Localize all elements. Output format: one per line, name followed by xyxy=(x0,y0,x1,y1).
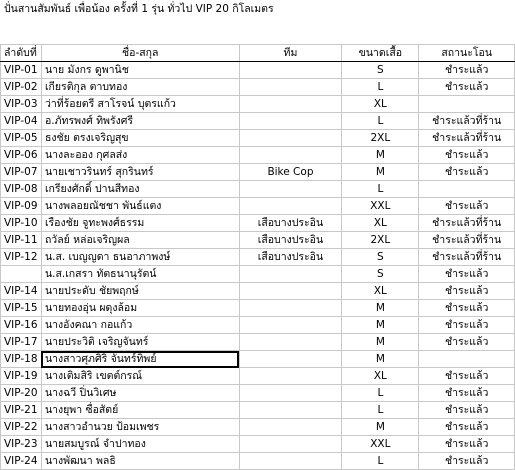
header-code[interactable]: ลำดับที่ xyxy=(1,45,42,62)
cell-team[interactable] xyxy=(239,147,342,164)
cell-size[interactable]: L xyxy=(342,385,419,402)
cell-size[interactable]: S xyxy=(342,62,419,79)
cell-status[interactable]: ชำระแล้วที่ร้าน xyxy=(419,232,515,249)
cell-status[interactable]: ชำระแล้วที่ร้าน xyxy=(419,113,515,130)
cell-status[interactable]: ชำระแล้ว xyxy=(419,164,515,181)
table-row xyxy=(1,62,515,79)
table-row xyxy=(1,402,515,419)
cell-team[interactable] xyxy=(239,79,342,96)
cell-status[interactable]: ชำระแล้ว xyxy=(419,419,515,436)
cell-status[interactable] xyxy=(419,181,515,198)
cell-name[interactable]: น.ส. เบญญดา ธนอาภาพงษ์ xyxy=(41,249,239,266)
cell-code[interactable]: VIP-22 xyxy=(1,419,42,436)
table-row xyxy=(1,232,515,249)
cell-team[interactable] xyxy=(239,62,342,79)
cell-size[interactable]: XXL xyxy=(342,198,419,215)
cell-team[interactable] xyxy=(239,402,342,419)
cell-code[interactable]: VIP-09 xyxy=(1,198,42,215)
cell-code[interactable]: VIP-18 xyxy=(1,351,42,368)
header-status[interactable]: สถานะโอน xyxy=(419,45,515,62)
cell-code[interactable]: VIP-14 xyxy=(1,283,42,300)
cell-status[interactable]: ชำระแล้ว xyxy=(419,436,515,453)
cell-team[interactable] xyxy=(239,130,342,147)
cell-status[interactable] xyxy=(419,351,515,368)
cell-status[interactable]: ชำระแล้ว xyxy=(419,453,515,470)
cell-code[interactable]: VIP-08 xyxy=(1,181,42,198)
cell-name[interactable]: นายสมบูรณ์ จำปาทอง xyxy=(41,436,239,453)
cell-status[interactable]: ชำระแล้ว xyxy=(419,300,515,317)
cell-name[interactable]: นายเชาวรินทร์ สุกรินทร์ xyxy=(41,164,239,181)
cell-size[interactable]: XXL xyxy=(342,436,419,453)
cell-status[interactable]: ชำระแล้ว xyxy=(419,385,515,402)
cell-size[interactable]: M xyxy=(342,334,419,351)
table-row xyxy=(1,317,515,334)
cell-name[interactable]: ถวัลย์ หล่อเจริญผล xyxy=(41,232,239,249)
cell-code[interactable]: VIP-02 xyxy=(1,79,42,96)
cell-code[interactable]: VIP-12 xyxy=(1,249,42,266)
table-row xyxy=(1,79,515,96)
cell-size[interactable]: 2XL xyxy=(342,130,419,147)
cell-team[interactable] xyxy=(239,300,342,317)
sheet-title[interactable]: ปั่นสานสัมพันธ์ เพื่อน้อง ครั้งที่ 1 รุ่น ทั่วไป VIP 20 กิโลเมตร xyxy=(4,3,274,15)
cell-name[interactable]: ธงชัย ตรงเจริญสุข xyxy=(41,130,239,147)
cell-status[interactable]: ชำระแล้ว xyxy=(419,317,515,334)
cell-size[interactable]: S xyxy=(342,249,419,266)
table-row xyxy=(1,436,515,453)
cell-name[interactable]: นางอังคณา กอแก้ว xyxy=(41,317,239,334)
cell-name[interactable]: อ.ภัทรพงศ์ ทิพรังศรี xyxy=(41,113,239,130)
table-row xyxy=(1,130,515,147)
cell-status[interactable]: ชำระแล้ว xyxy=(419,402,515,419)
cell-code[interactable]: VIP-03 xyxy=(1,96,42,113)
table-row xyxy=(1,300,515,317)
cell-name[interactable]: นางสาวอำนวย ป้อมเพชร xyxy=(41,419,239,436)
table-row xyxy=(1,368,515,385)
cell-size[interactable]: M xyxy=(342,300,419,317)
cell-size[interactable]: M xyxy=(342,419,419,436)
cell-code[interactable]: VIP-15 xyxy=(1,300,42,317)
cell-name[interactable]: นางเติมสิริ เขตต์กรณ์ xyxy=(41,368,239,385)
cell-team[interactable] xyxy=(239,368,342,385)
table-row xyxy=(1,266,515,283)
cell-name[interactable]: เกียรติกุล ตาบทอง xyxy=(41,79,239,96)
cell-code[interactable]: VIP-11 xyxy=(1,232,42,249)
cell-code[interactable] xyxy=(1,266,42,283)
table-row xyxy=(1,164,515,181)
cell-code[interactable]: VIP-06 xyxy=(1,147,42,164)
cell-status[interactable]: ชำระแล้ว xyxy=(419,283,515,300)
cell-name[interactable]: นาย มังกร ดูพานิช xyxy=(41,62,239,79)
cell-name[interactable]: นางพัฒนา พลธิ xyxy=(41,453,239,470)
cell-status[interactable]: ชำระแล้ว xyxy=(419,368,515,385)
cell-code[interactable]: VIP-16 xyxy=(1,317,42,334)
cell-status[interactable]: ชำระแล้ว xyxy=(419,266,515,283)
cell-status[interactable]: ชำระแล้วที่ร้าน xyxy=(419,215,515,232)
table-row xyxy=(1,385,515,402)
cell-team[interactable] xyxy=(239,113,342,130)
table-row xyxy=(1,419,515,436)
cell-size[interactable]: L xyxy=(342,402,419,419)
cell-code[interactable]: VIP-05 xyxy=(1,130,42,147)
header-team[interactable]: ทีม xyxy=(239,45,342,62)
table-row xyxy=(1,453,515,470)
cell-team[interactable] xyxy=(239,385,342,402)
cell-name[interactable]: ว่าที่ร้อยตรี สาโรจน์ บุตรแก้ว xyxy=(41,96,239,113)
cell-size[interactable]: S xyxy=(342,266,419,283)
cell-status[interactable]: ชำระแล้ว xyxy=(419,147,515,164)
cell-name[interactable]: เกรียงศักดิ์ ปานสีทอง xyxy=(41,181,239,198)
table-row xyxy=(1,198,515,215)
cell-code[interactable]: VIP-19 xyxy=(1,368,42,385)
table-row xyxy=(1,96,515,113)
table-row xyxy=(1,181,515,198)
cell-status[interactable] xyxy=(419,96,515,113)
header-row xyxy=(1,45,515,62)
cell-team[interactable] xyxy=(239,283,342,300)
table-row xyxy=(1,249,515,266)
cell-size[interactable]: XL xyxy=(342,283,419,300)
cell-size[interactable]: M xyxy=(342,351,419,368)
cell-name[interactable]: นางพลอยณัชชา พันธ์แตง xyxy=(41,198,239,215)
registration-table xyxy=(0,44,515,470)
cell-team[interactable] xyxy=(239,266,342,283)
cell-size[interactable]: L xyxy=(342,79,419,96)
cell-team[interactable] xyxy=(239,317,342,334)
cell-code[interactable]: VIP-23 xyxy=(1,436,42,453)
table-row xyxy=(1,351,515,368)
cell-team[interactable] xyxy=(239,181,342,198)
cell-team[interactable]: Bike Cop xyxy=(239,164,342,181)
cell-name[interactable]: เรืองชัย จูทะพงศ์ธรรม xyxy=(41,215,239,232)
blank-row[interactable] xyxy=(0,26,515,45)
cell-name[interactable]: นางสาวศุภศิริ จันทร์ทิพย์ xyxy=(41,351,239,368)
table-row xyxy=(1,334,515,351)
cell-size[interactable]: XL xyxy=(342,96,419,113)
cell-code[interactable]: VIP-20 xyxy=(1,385,42,402)
cell-team[interactable] xyxy=(239,198,342,215)
cell-team[interactable] xyxy=(239,96,342,113)
cell-code[interactable]: VIP-01 xyxy=(1,62,42,79)
cell-team[interactable]: เสือบางประอิน xyxy=(239,232,342,249)
cell-size[interactable]: 2XL xyxy=(342,232,419,249)
table-row xyxy=(1,215,515,232)
cell-code[interactable]: VIP-17 xyxy=(1,334,42,351)
cell-team[interactable] xyxy=(239,334,342,351)
cell-size[interactable]: M xyxy=(342,317,419,334)
cell-size[interactable]: M xyxy=(342,147,419,164)
header-name[interactable]: ชื่อ-สกุล xyxy=(41,45,239,62)
cell-name[interactable]: นายประดับ ชัยพฤกษ์ xyxy=(41,283,239,300)
cell-name[interactable]: นางละออง กุศลส่ง xyxy=(41,147,239,164)
cell-name[interactable]: น.ส.เกสรา ทัตธนานุรัตน์ xyxy=(41,266,239,283)
cell-code[interactable]: VIP-04 xyxy=(1,113,42,130)
cell-status[interactable]: ชำระแล้ว xyxy=(419,79,515,96)
cell-size[interactable]: XL xyxy=(342,215,419,232)
cell-code[interactable]: VIP-10 xyxy=(1,215,42,232)
cell-size[interactable]: L xyxy=(342,113,419,130)
cell-code[interactable]: VIP-07 xyxy=(1,164,42,181)
cell-status[interactable]: ชำระแล้ว xyxy=(419,334,515,351)
cell-status[interactable]: ชำระแล้วที่ร้าน xyxy=(419,130,515,147)
cell-status[interactable]: ชำระแล้ว xyxy=(419,62,515,79)
cell-team[interactable] xyxy=(239,419,342,436)
cell-code[interactable]: VIP-21 xyxy=(1,402,42,419)
cell-name[interactable]: นายประวิติ เจริญจันทร์ xyxy=(41,334,239,351)
cell-team[interactable]: เสือบางประอิน xyxy=(239,249,342,266)
cell-size[interactable]: XL xyxy=(342,368,419,385)
cell-size[interactable]: L xyxy=(342,453,419,470)
cell-team[interactable] xyxy=(239,453,342,470)
cell-status[interactable]: ชำระแล้ว xyxy=(419,198,515,215)
cell-team[interactable] xyxy=(239,351,342,368)
table-row xyxy=(1,147,515,164)
table-row xyxy=(1,283,515,300)
cell-size[interactable]: L xyxy=(342,181,419,198)
cell-team[interactable] xyxy=(239,436,342,453)
cell-name[interactable]: นางยุพา ซื่อสัตย์ xyxy=(41,402,239,419)
cell-name[interactable]: นายทองอุ่น ผดุงล้อม xyxy=(41,300,239,317)
table-row xyxy=(1,113,515,130)
header-size[interactable]: ขนาดเสื้อ xyxy=(342,45,419,62)
cell-team[interactable]: เสือบางประอิน xyxy=(239,215,342,232)
cell-code[interactable]: VIP-24 xyxy=(1,453,42,470)
cell-size[interactable]: M xyxy=(342,164,419,181)
cell-status[interactable]: ชำระแล้วที่ร้าน xyxy=(419,249,515,266)
cell-name[interactable]: นางฉวี ปิ่นวิเศษ xyxy=(41,385,239,402)
